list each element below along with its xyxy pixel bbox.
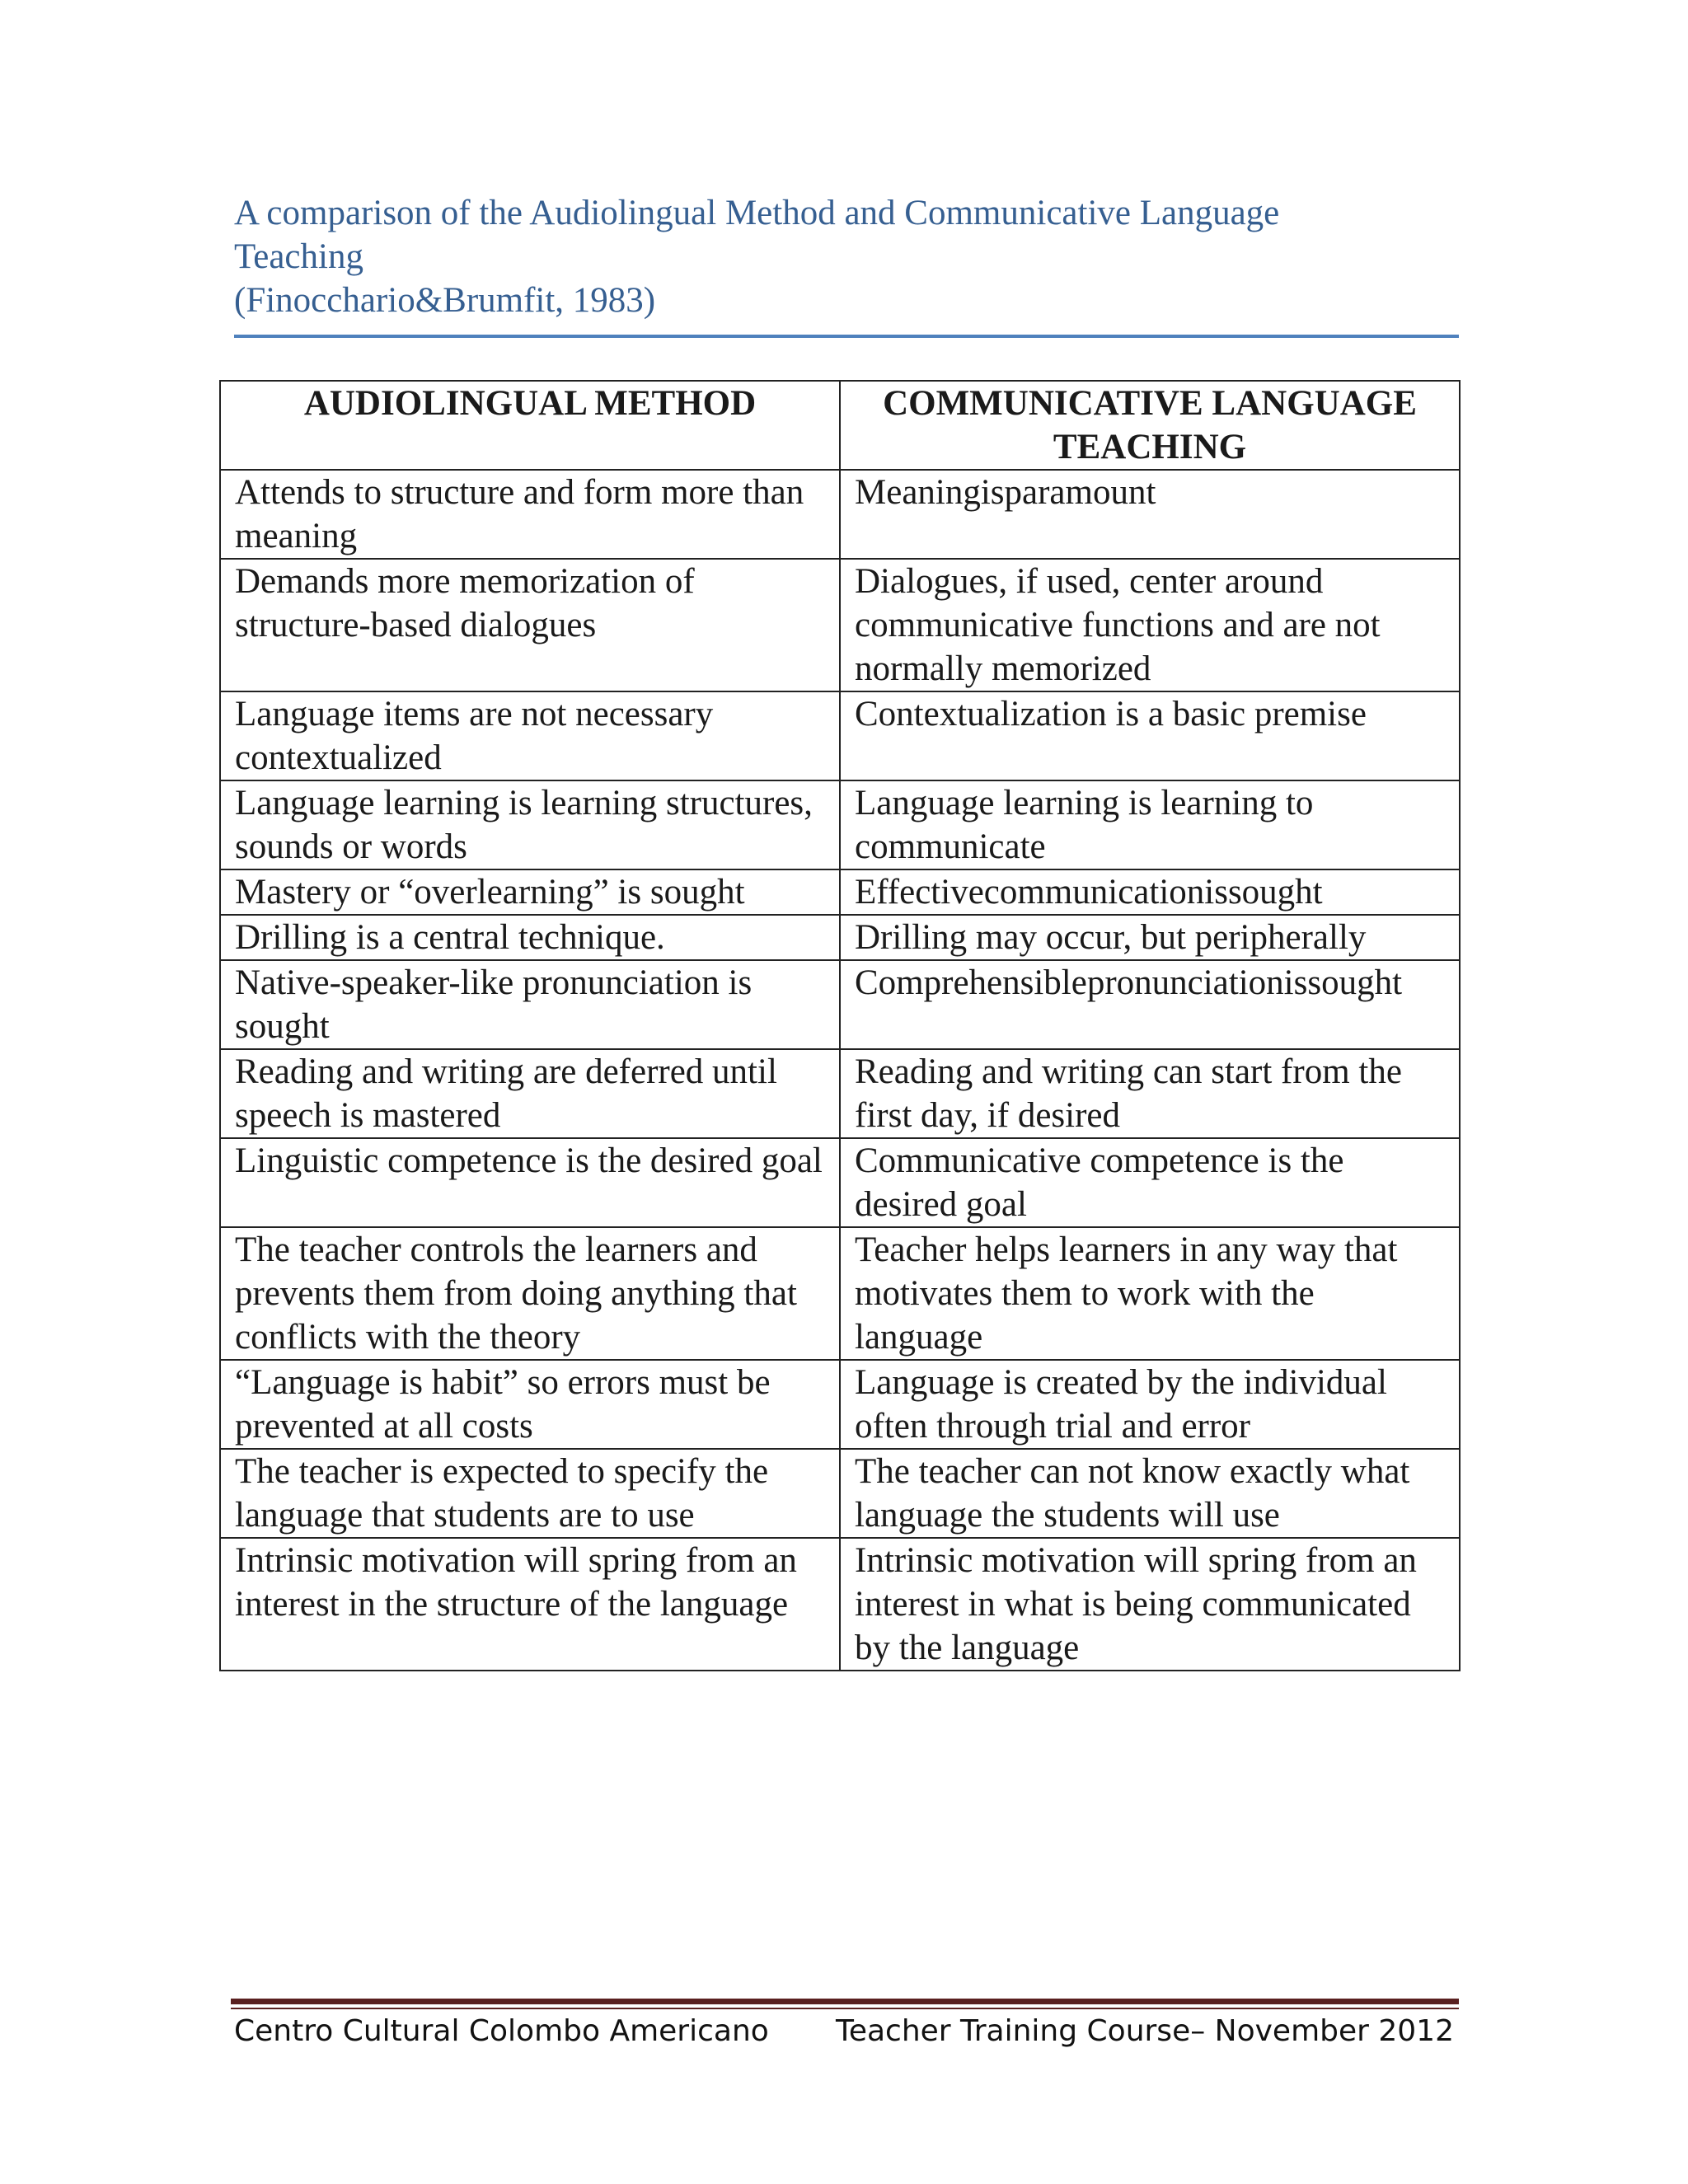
table-row: [220, 1227, 1460, 1360]
footer-divider-thick: [231, 1999, 1459, 2004]
comparison-table: [219, 380, 1461, 1671]
communicative-cell: The teacher can not know exactly what language the students will use: [840, 1449, 1460, 1538]
table-row: [220, 1449, 1460, 1538]
table-row: [220, 559, 1460, 691]
table-header-row: [220, 381, 1460, 470]
footer-divider-thin: [231, 2008, 1459, 2009]
communicative-cell: Contextualization is a basic premise: [840, 691, 1460, 780]
table-row: [220, 1049, 1460, 1138]
communicative-cell: Drilling may occur, but peripherally: [840, 915, 1460, 960]
audiolingual-cell: Linguistic competence is the desired goal: [220, 1138, 840, 1227]
communicative-cell: Language learning is learning to communicate: [840, 780, 1460, 869]
audiolingual-cell: Language learning is learning structures, sounds or words: [220, 780, 840, 869]
table-row: [220, 470, 1460, 559]
table-row: [220, 691, 1460, 780]
audiolingual-cell: Reading and writing are deferred until speech is mastered: [220, 1049, 840, 1138]
audiolingual-cell: The teacher controls the learners and prevents them from doing anything that conflicts with the theory: [220, 1227, 840, 1360]
communicative-cell: Reading and writing can start from the first day, if desired: [840, 1049, 1460, 1138]
communicative-cell: Intrinsic motivation will spring from an interest in what is being communicated by the language: [840, 1538, 1460, 1671]
audiolingual-cell: The teacher is expected to specify the language that students are to use: [220, 1449, 840, 1538]
audiolingual-cell: Mastery or “overlearning” is sought: [220, 869, 840, 915]
table-row: [220, 1138, 1460, 1227]
table-row: [220, 1538, 1460, 1671]
table-row: [220, 960, 1460, 1049]
audiolingual-cell: Native-speaker-like pronunciation is sought: [220, 960, 840, 1049]
communicative-cell: Effectivecommunicationissought: [840, 869, 1460, 915]
audiolingual-cell: Drilling is a central technique.: [220, 915, 840, 960]
footer-course: Teacher Training Course– November 2012: [835, 2014, 1454, 2048]
audiolingual-cell: “Language is habit” so errors must be prevented at all costs: [220, 1360, 840, 1449]
table-row: [220, 915, 1460, 960]
communicative-cell: Comprehensiblepronunciationissought: [840, 960, 1460, 1049]
audiolingual-cell: Intrinsic motivation will spring from an interest in the structure of the language: [220, 1538, 840, 1671]
document-heading: [234, 191, 1462, 322]
communicative-cell: Teacher helps learners in any way that motivates them to work with the language: [840, 1227, 1460, 1360]
communicative-cell: Dialogues, if used, center around communicative functions and are not normally memorized: [840, 559, 1460, 691]
column-header-communicative: COMMUNICATIVE LANGUAGE TEACHING: [840, 381, 1460, 470]
heading-line-2: Teaching: [234, 237, 363, 276]
audiolingual-cell: Demands more memorization of structure-based dialogues: [220, 559, 840, 691]
heading-divider: [234, 335, 1459, 338]
table-row: [220, 869, 1460, 915]
column-header-audiolingual: AUDIOLINGUAL METHOD: [220, 381, 840, 470]
communicative-cell: Language is created by the individual often through trial and error: [840, 1360, 1460, 1449]
footer-institution: Centro Cultural Colombo Americano: [234, 2014, 769, 2048]
audiolingual-cell: Attends to structure and form more than meaning: [220, 470, 840, 559]
communicative-cell: Communicative competence is the desired goal: [840, 1138, 1460, 1227]
table-row: [220, 1360, 1460, 1449]
communicative-cell: Meaningisparamount: [840, 470, 1460, 559]
audiolingual-cell: Language items are not necessary contextualized: [220, 691, 840, 780]
heading-line-1: A comparison of the Audiolingual Method and Communicative Language: [234, 194, 1280, 232]
table-row: [220, 780, 1460, 869]
heading-line-3: (Finocchario&Brumfit, 1983): [234, 281, 656, 320]
